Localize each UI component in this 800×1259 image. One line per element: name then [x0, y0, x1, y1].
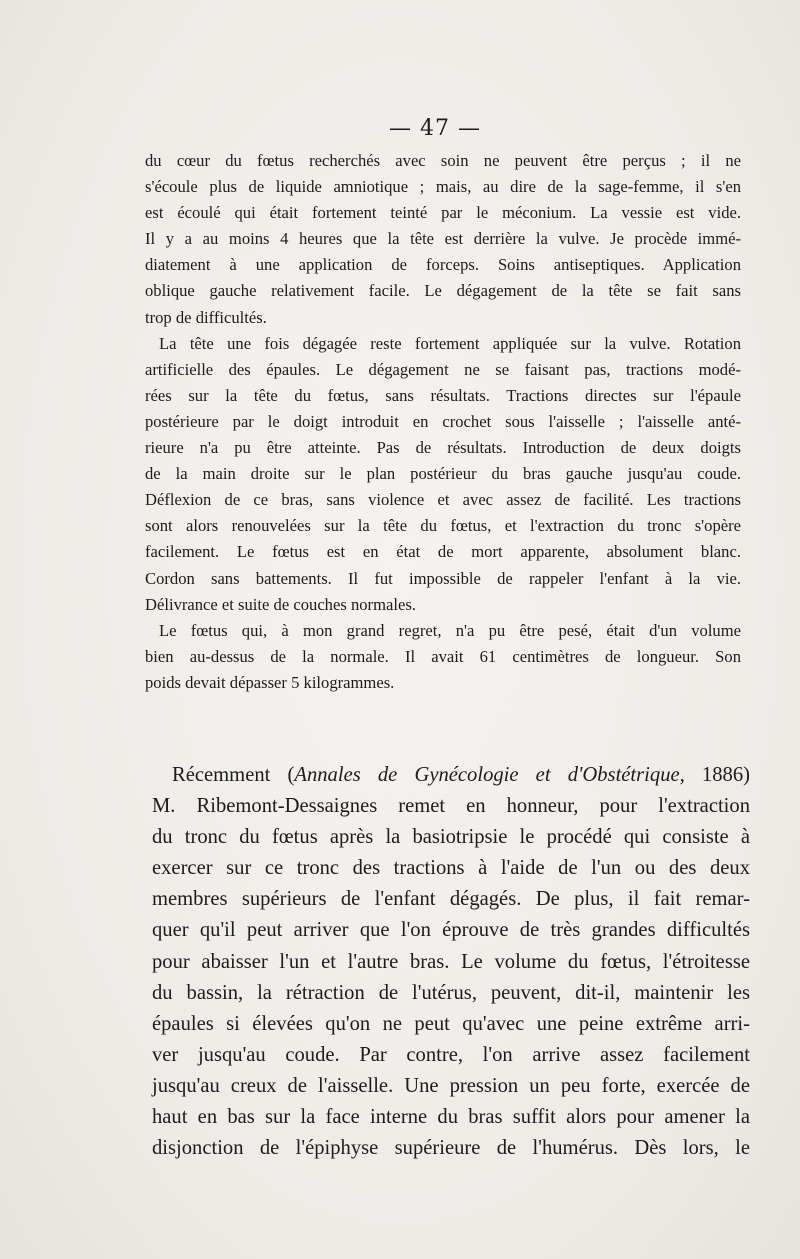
text-line: exercer sur ce tronc des tractions à l'aide de l'un ou des deux	[152, 857, 750, 880]
main-text	[152, 760, 750, 1164]
text-line: rées sur la tête du fœtus, sans résultats. Tractions directes sur l'épaule	[145, 385, 741, 405]
text-line: quer qu'il peut arriver que l'on éprouve de très grandes difficultés	[152, 919, 750, 942]
text-line: du bassin, la rétraction de l'utérus, peuvent, dit-il, maintenir les	[152, 981, 750, 1004]
text-line: bien au-dessus de la normale. Il avait 61 centimètres de longueur. Son	[145, 646, 741, 666]
text-line: artificielle des épaules. Le dégagement ne se faisant pas, tractions modé-	[145, 359, 741, 379]
text-line: diatement à une application de forceps. Soins antiseptiques. Application	[145, 255, 741, 275]
text-line: oblique gauche relativement facile. Le dégagement de la tête se fait sans	[145, 281, 741, 301]
text-line: de la main droite sur le plan postérieur du bras gauche jusqu'au coude.	[145, 464, 741, 484]
text-line: pour abaisser l'un et l'autre bras. Le volume du fœtus, l'étroitesse	[152, 950, 750, 973]
text-line	[152, 760, 750, 791]
text-line: Cordon sans battements. Il fut impossible de rappeler l'enfant à la vie.	[145, 568, 741, 588]
text-line: La tête une fois dégagée reste fortement appliquée sur la vulve. Rotation	[159, 333, 741, 353]
text-line: membres supérieurs de l'enfant dégagés. De plus, il fait remar-	[152, 888, 750, 911]
text-line: Le fœtus qui, à mon grand regret, n'a pu être pesé, était d'un volume	[159, 620, 741, 640]
text-segment: Récemment (	[172, 764, 295, 786]
text-line: sont alors renouvelées sur la tête du fœtus, et l'extraction du tronc s'opère	[145, 516, 741, 536]
text-line: Déflexion de ce bras, sans violence et avec assez de facilité. Les tractions	[145, 490, 741, 510]
text-line: s'écoule plus de liquide amniotique ; mais, au dire de la sage-femme, il s'en	[145, 177, 741, 197]
text-segment: 1886)	[684, 764, 750, 786]
text-line: épaules si élevées qu'on ne peut qu'avec une peine extrême arri-	[152, 1012, 750, 1035]
text-line: M. Ribemont-Dessaignes remet en honneur, pour l'extraction	[152, 795, 750, 818]
text-line: facilement. Le fœtus est en état de mort apparente, absolument blanc.	[145, 542, 741, 562]
observation-text	[145, 148, 741, 696]
text-line: Il y a au moins 4 heures que la tête est derrière la vulve. Je procède immé-	[145, 229, 741, 249]
journal-title: Annales de Gynécologie et d'Obstétrique,	[294, 764, 685, 786]
page-number: — 47 —	[389, 116, 481, 141]
text-line: disjonction de l'épiphyse supérieure de l'humérus. Dès lors, le	[152, 1137, 750, 1160]
text-line: postérieure par le doigt introduit en crochet sous l'aisselle ; l'aisselle anté-	[145, 411, 741, 431]
text-line: ver jusqu'au coude. Par contre, l'on arrive assez facilement	[152, 1043, 750, 1066]
text-line: jusqu'au creux de l'aisselle. Une pression un peu forte, exercée de	[152, 1074, 750, 1097]
text-line: Délivrance et suite de couches normales.	[145, 594, 416, 614]
text-line: du cœur du fœtus recherchés avec soin ne peuvent être perçus ; il ne	[145, 151, 741, 170]
text-line: trop de difficultés.	[145, 307, 267, 327]
text-line: poids devait dépasser 5 kilogrammes.	[145, 672, 395, 692]
text-line: du tronc du fœtus après la basiotripsie le procédé qui consiste à	[152, 826, 750, 849]
text-line: est écoulé qui était fortement teinté par le méconium. La vessie est vide.	[145, 203, 741, 223]
text-line: rieure n'a pu être atteinte. Pas de résultats. Introduction de deux doigts	[145, 438, 741, 458]
text-line: haut en bas sur la face interne du bras suffit alors pour amener la	[152, 1106, 750, 1129]
